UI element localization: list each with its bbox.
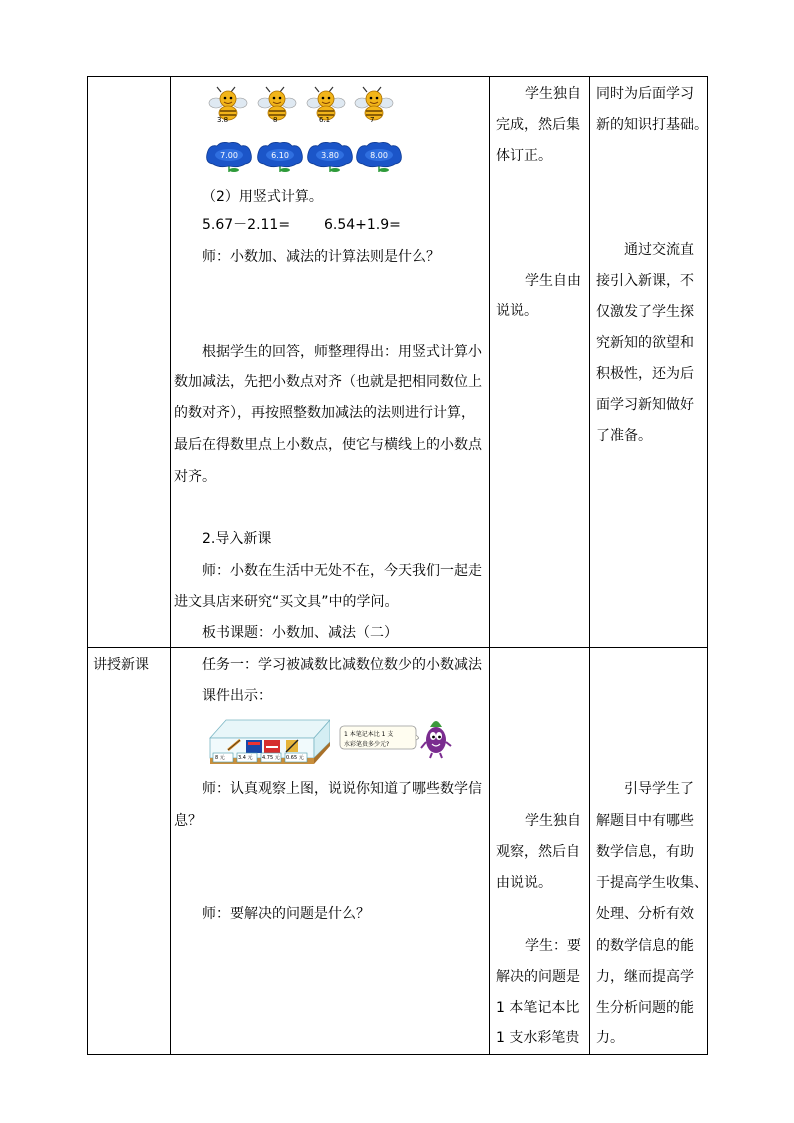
speech-bubble-text: 1 本笔记本比 1 支 [344, 731, 394, 738]
flower-number: 8.00 [370, 151, 388, 160]
student-activity-line: 体订正。 [496, 148, 552, 164]
task-heading: 任务一：学习被减数比减数位数少的小数减法 [202, 657, 482, 673]
rule-line: 对齐。 [174, 469, 216, 485]
teacher-intro-line: 师：小数在生活中无处不在，今天我们一起走 [202, 563, 482, 579]
price-tag: 3.4 元 [238, 755, 253, 761]
student-activity-line: 1 支水彩笔贵 [496, 1030, 580, 1046]
speech-bubble-text: 水彩笔贵多少元? [344, 741, 390, 748]
section-heading-new-lesson: 2.导入新课 [202, 531, 272, 547]
rule-line: 最后在得数里点上小数点，使它与横线上的小数点 [174, 437, 482, 453]
design-intent-line: 力，继而提高学 [596, 969, 694, 985]
bee-number: 8 [273, 116, 278, 124]
student-activity-line: 由说说。 [496, 875, 552, 891]
flower-number: 3.80 [321, 151, 339, 160]
student-activity-line: 学生：要 [525, 938, 581, 954]
design-intent-line: 积极性，还为后 [596, 366, 694, 382]
design-intent-line: 的数学信息的能 [596, 938, 694, 954]
design-intent-line: 通过交流直 [624, 242, 694, 258]
design-intent-line: 同时为后面学习 [596, 86, 694, 102]
design-intent-line: 解题目中有哪些 [596, 813, 694, 829]
student-activity-line: 1 本笔记本比 [496, 1000, 580, 1016]
teacher-intro-line: 进文具店来研究“买文具”中的学问。 [174, 594, 399, 610]
rule-line: 根据学生的回答，师整理得出：用竖式计算小 [202, 344, 482, 360]
problem-subtraction: 5.67－2.11= [202, 217, 291, 233]
design-intent-line: 了准备。 [596, 428, 652, 444]
design-intent-line: 新的知识打基础。 [596, 117, 708, 133]
design-intent-line: 面学习新知做好 [596, 397, 694, 413]
price-tag: 8 元 [215, 755, 225, 761]
problem-addition: 6.54+1.9= [324, 217, 401, 233]
bee-number: 7 [370, 116, 375, 124]
bee-number: 6.1 [319, 116, 331, 124]
teacher-observe-question: 息？ [174, 813, 202, 829]
student-activity-line: 学生独自 [525, 86, 581, 102]
flower-number: 6.10 [271, 151, 289, 160]
instruction-vertical-calc: （2）用竖式计算。 [202, 189, 323, 205]
design-intent-line: 数学信息，有助 [596, 844, 694, 860]
rule-line: 数加减法，先把小数点对齐（也就是把相同数位上 [174, 374, 482, 390]
rule-line: 的数对齐），再按照整数加减法的法则进行计算， [174, 405, 475, 421]
design-intent-line: 于提高学生收集、 [596, 875, 708, 891]
design-intent-line: 接引入新课，不 [596, 273, 694, 289]
student-activity-line: 观察，然后自 [496, 844, 580, 860]
design-intent-line: 究新知的欲望和 [596, 335, 694, 351]
design-intent-line: 仅激发了学生探 [596, 304, 694, 320]
teacher-observe-question: 师：认真观察上图，说说你知道了哪些数学信 [202, 781, 482, 797]
board-title: 板书课题：小数加、减法（二） [202, 625, 398, 641]
bee-number: 3.8 [217, 116, 229, 124]
price-tag: 0.65 元 [286, 755, 304, 761]
courseware-label: 课件出示： [202, 688, 272, 704]
section-label-teaching: 讲授新课 [93, 657, 149, 673]
price-tag: 4.75 元 [262, 755, 280, 761]
student-activity-line: 解决的问题是 [496, 969, 580, 985]
design-intent-line: 力。 [596, 1030, 624, 1046]
student-activity-line: 完成，然后集 [496, 117, 580, 133]
student-activity-line: 学生独自 [525, 813, 581, 829]
teacher-question: 师：小数加、减法的计算法则是什么？ [202, 249, 440, 265]
eggplant-character-icon [420, 718, 452, 760]
teacher-problem-question: 师：要解决的问题是什么？ [202, 906, 370, 922]
flower-number: 7.00 [220, 151, 238, 160]
design-intent-line: 处理、分析有效 [596, 906, 694, 922]
student-activity-line: 说说。 [496, 303, 538, 319]
design-intent-line: 生分析问题的能 [596, 1000, 694, 1016]
design-intent-line: 引导学生了 [624, 781, 694, 797]
student-activity-line: 学生自由 [525, 273, 581, 289]
